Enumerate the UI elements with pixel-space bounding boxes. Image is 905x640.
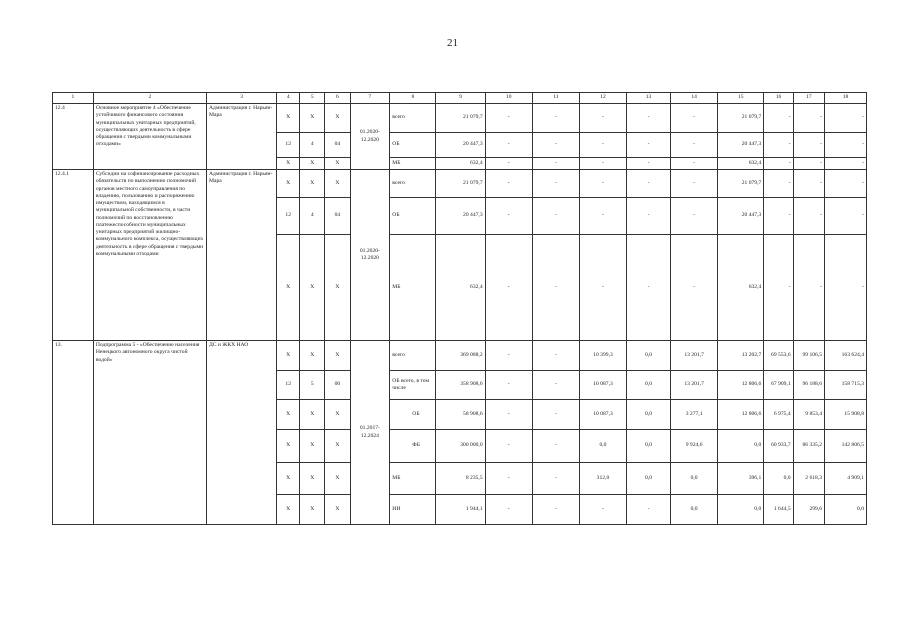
value-cell: - bbox=[825, 158, 867, 170]
value-cell: - bbox=[485, 170, 532, 198]
column-number: 16 bbox=[764, 93, 793, 104]
code-cell: Х bbox=[325, 463, 350, 495]
value-cell: 9 924,6 bbox=[671, 430, 718, 463]
value-cell: - bbox=[532, 170, 579, 198]
value-cell: - bbox=[764, 198, 793, 235]
period-cell: 01.2020-12.2020 bbox=[350, 104, 390, 170]
value-cell: - bbox=[764, 158, 793, 170]
code-cell: Х bbox=[277, 430, 300, 463]
value-cell: - bbox=[485, 430, 532, 463]
value-cell: 0,0 bbox=[579, 430, 626, 463]
item-number-cell: 13. bbox=[53, 341, 94, 525]
code-cell: Х bbox=[277, 341, 300, 371]
value-cell: - bbox=[627, 170, 671, 198]
item-name-cell: Основное мероприятие 4 «Обеспечение устойчивого финансового состояния муниципальных унитарных предприятий, осуществляющих деятельность в сфере обращения с твердыми коммунальными отходами» bbox=[93, 104, 206, 170]
table-row bbox=[53, 104, 867, 133]
value-cell: 58 908,6 bbox=[436, 400, 485, 430]
value-cell: - bbox=[532, 198, 579, 235]
value-cell: 2 618,3 bbox=[793, 463, 824, 495]
value-cell: - bbox=[485, 158, 532, 170]
value-cell: 21 079,7 bbox=[718, 104, 764, 133]
code-cell: Х bbox=[300, 235, 325, 341]
value-cell: 312,0 bbox=[579, 463, 626, 495]
value-cell: 396,1 bbox=[718, 463, 764, 495]
value-cell: 0,0 bbox=[764, 463, 793, 495]
budget-table bbox=[52, 92, 867, 525]
value-cell: 20 447,3 bbox=[718, 133, 764, 158]
item-number-cell: 12.4 bbox=[53, 104, 94, 170]
value-cell: - bbox=[579, 104, 626, 133]
value-cell: - bbox=[764, 235, 793, 341]
source-cell: МБ bbox=[390, 235, 436, 341]
value-cell: - bbox=[579, 133, 626, 158]
value-cell: - bbox=[579, 495, 626, 525]
value-cell: 12 806,6 bbox=[718, 400, 764, 430]
code-cell: Х bbox=[277, 104, 300, 133]
value-cell: 300 000,0 bbox=[436, 430, 485, 463]
value-cell: 21 079,7 bbox=[436, 170, 485, 198]
value-cell: - bbox=[532, 235, 579, 341]
value-cell: - bbox=[485, 495, 532, 525]
value-cell: 632,4 bbox=[436, 235, 485, 341]
value-cell: - bbox=[671, 133, 718, 158]
code-cell: 00 bbox=[325, 371, 350, 400]
source-cell: ФБ bbox=[390, 430, 436, 463]
column-number: 9 bbox=[436, 93, 485, 104]
code-cell: Х bbox=[277, 495, 300, 525]
code-cell: 04 bbox=[325, 133, 350, 158]
table-row bbox=[53, 170, 867, 198]
item-name-cell: Подпрограмма 5 - «Обеспечение населения Ненецкого автономного округа чистой водой» bbox=[93, 341, 206, 525]
value-cell: - bbox=[485, 463, 532, 495]
value-cell: - bbox=[532, 463, 579, 495]
value-cell: 20 447,3 bbox=[718, 198, 764, 235]
value-cell: - bbox=[579, 170, 626, 198]
value-cell: 69 553,6 bbox=[764, 341, 793, 371]
column-number: 5 bbox=[300, 93, 325, 104]
value-cell: - bbox=[532, 495, 579, 525]
value-cell: - bbox=[532, 158, 579, 170]
value-cell: - bbox=[671, 170, 718, 198]
column-number: 7 bbox=[350, 93, 390, 104]
source-cell: ОБ bbox=[390, 133, 436, 158]
value-cell: 163 624,4 bbox=[825, 341, 867, 371]
value-cell: - bbox=[627, 133, 671, 158]
value-cell: 20 447,3 bbox=[436, 198, 485, 235]
code-cell: Х bbox=[300, 400, 325, 430]
value-cell: 96 188,6 bbox=[793, 371, 824, 400]
value-cell: 13 201,7 bbox=[671, 371, 718, 400]
value-cell: 632,4 bbox=[436, 158, 485, 170]
value-cell: - bbox=[485, 400, 532, 430]
executor-cell: Администрация г. Нарьян-Мара bbox=[206, 170, 276, 341]
value-cell: 1 644,5 bbox=[764, 495, 793, 525]
value-cell: - bbox=[764, 170, 793, 198]
value-cell: 142 806,5 bbox=[825, 430, 867, 463]
value-cell: - bbox=[793, 133, 824, 158]
value-cell: 8 235,5 bbox=[436, 463, 485, 495]
value-cell: - bbox=[579, 158, 626, 170]
executor-cell: Администрация г. Нарьян-Мара bbox=[206, 104, 276, 170]
value-cell: - bbox=[764, 104, 793, 133]
source-cell: ИИ bbox=[390, 495, 436, 525]
value-cell: - bbox=[825, 104, 867, 133]
source-cell: всего bbox=[390, 341, 436, 371]
value-cell: 0,0 bbox=[718, 430, 764, 463]
value-cell: - bbox=[671, 198, 718, 235]
value-cell: 0,0 bbox=[627, 400, 671, 430]
column-number: 3 bbox=[206, 93, 276, 104]
value-cell: - bbox=[532, 371, 579, 400]
value-cell: 10 399,3 bbox=[579, 341, 626, 371]
code-cell: Х bbox=[300, 463, 325, 495]
column-number: 15 bbox=[718, 93, 764, 104]
value-cell: - bbox=[793, 198, 824, 235]
value-cell: - bbox=[532, 400, 579, 430]
value-cell: - bbox=[627, 104, 671, 133]
source-cell: МБ bbox=[390, 158, 436, 170]
code-cell: Х bbox=[325, 400, 350, 430]
value-cell: 4 909,1 bbox=[825, 463, 867, 495]
source-cell: всего bbox=[390, 170, 436, 198]
value-cell: - bbox=[825, 133, 867, 158]
value-cell: - bbox=[485, 235, 532, 341]
period-cell: 01.2020-12.2020 bbox=[350, 170, 390, 341]
value-cell: - bbox=[793, 170, 824, 198]
code-cell: 12 bbox=[277, 133, 300, 158]
item-number-cell: 12.4.1 bbox=[53, 170, 94, 341]
value-cell: 0,0 bbox=[718, 495, 764, 525]
code-cell: Х bbox=[300, 158, 325, 170]
code-cell: 5 bbox=[300, 371, 325, 400]
value-cell: - bbox=[793, 158, 824, 170]
code-cell: 4 bbox=[300, 198, 325, 235]
code-cell: Х bbox=[277, 235, 300, 341]
value-cell: - bbox=[627, 495, 671, 525]
source-cell: всего bbox=[390, 104, 436, 133]
value-cell: - bbox=[671, 104, 718, 133]
column-number: 11 bbox=[532, 93, 579, 104]
column-number: 10 bbox=[485, 93, 532, 104]
value-cell: - bbox=[532, 430, 579, 463]
executor-cell: ДС и ЖКХ НАО bbox=[206, 341, 276, 525]
code-cell: Х bbox=[325, 430, 350, 463]
value-cell: - bbox=[793, 104, 824, 133]
value-cell: 10 087,3 bbox=[579, 400, 626, 430]
value-cell: 67 909,1 bbox=[764, 371, 793, 400]
code-cell: Х bbox=[325, 158, 350, 170]
value-cell: - bbox=[485, 198, 532, 235]
value-cell: - bbox=[764, 133, 793, 158]
value-cell: 0,0 bbox=[671, 463, 718, 495]
value-cell: - bbox=[532, 133, 579, 158]
code-cell: 04 bbox=[325, 198, 350, 235]
column-number: 14 bbox=[671, 93, 718, 104]
value-cell: 86 335,2 bbox=[793, 430, 824, 463]
code-cell: Х bbox=[325, 341, 350, 371]
column-number: 8 bbox=[390, 93, 436, 104]
value-cell: 13 201,7 bbox=[671, 341, 718, 371]
page-number: 21 bbox=[447, 37, 458, 49]
code-cell: Х bbox=[325, 104, 350, 133]
column-number: 12 bbox=[579, 93, 626, 104]
value-cell: 10 087,3 bbox=[579, 371, 626, 400]
code-cell: Х bbox=[325, 170, 350, 198]
value-cell: 15 908,8 bbox=[825, 400, 867, 430]
value-cell: 12 806,6 bbox=[718, 371, 764, 400]
value-cell: - bbox=[825, 170, 867, 198]
value-cell: 0,0 bbox=[627, 430, 671, 463]
value-cell: - bbox=[671, 235, 718, 341]
value-cell: 9 853,4 bbox=[793, 400, 824, 430]
code-cell: Х bbox=[300, 341, 325, 371]
value-cell: 369 088,2 bbox=[436, 341, 485, 371]
table-row bbox=[53, 341, 867, 371]
value-cell: 6 975,4 bbox=[764, 400, 793, 430]
column-number: 4 bbox=[277, 93, 300, 104]
code-cell: Х bbox=[300, 430, 325, 463]
code-cell: Х bbox=[277, 400, 300, 430]
source-cell: ОБ всего, в том числе bbox=[390, 371, 436, 400]
value-cell: 0,0 bbox=[627, 371, 671, 400]
value-cell: 1 944,1 bbox=[436, 495, 485, 525]
code-cell: Х bbox=[325, 235, 350, 341]
value-cell: - bbox=[627, 158, 671, 170]
value-cell: 358 908,6 bbox=[436, 371, 485, 400]
source-cell: МБ bbox=[390, 463, 436, 495]
value-cell: 0,0 bbox=[627, 463, 671, 495]
column-number: 6 bbox=[325, 93, 350, 104]
value-cell: - bbox=[532, 341, 579, 371]
item-name-cell: Субсидии на софинансирование расходных обязательств по выполнению полномочий органов местного самоуправления по владению, пользованию и распоряжению имуществом, находящимся в муниципальной собственности, в части полномочий по восстановлению платежеспособности муниципальных унитарных предприятий жилищно-коммунального комплекса, осуществляющих деятельность в сфере обращения с твердыми коммунальными отходами bbox=[93, 170, 206, 341]
code-cell: Х bbox=[277, 463, 300, 495]
code-cell: Х bbox=[300, 170, 325, 198]
value-cell: 3 277,1 bbox=[671, 400, 718, 430]
column-number: 17 bbox=[793, 93, 824, 104]
code-cell: Х bbox=[277, 158, 300, 170]
value-cell: - bbox=[671, 158, 718, 170]
value-cell: 0,0 bbox=[627, 341, 671, 371]
column-number: 13 bbox=[627, 93, 671, 104]
value-cell: 632,4 bbox=[718, 158, 764, 170]
value-cell: - bbox=[485, 371, 532, 400]
period-cell: 01.2017-12.2024 bbox=[350, 341, 390, 525]
value-cell: 99 106,5 bbox=[793, 341, 824, 371]
value-cell: - bbox=[485, 104, 532, 133]
value-cell: 632,4 bbox=[718, 235, 764, 341]
code-cell: Х bbox=[325, 495, 350, 525]
code-cell: 12 bbox=[277, 371, 300, 400]
value-cell: - bbox=[532, 104, 579, 133]
value-cell: - bbox=[579, 235, 626, 341]
code-cell: 4 bbox=[300, 133, 325, 158]
value-cell: - bbox=[627, 235, 671, 341]
value-cell: 20 447,3 bbox=[436, 133, 485, 158]
value-cell: - bbox=[825, 235, 867, 341]
value-cell: - bbox=[485, 341, 532, 371]
value-cell: - bbox=[627, 198, 671, 235]
value-cell: - bbox=[485, 133, 532, 158]
value-cell: 0,0 bbox=[671, 495, 718, 525]
value-cell: 158 715,3 bbox=[825, 371, 867, 400]
value-cell: 60 933,7 bbox=[764, 430, 793, 463]
column-number: 2 bbox=[93, 93, 206, 104]
value-cell: 21 079,7 bbox=[718, 170, 764, 198]
value-cell: - bbox=[579, 198, 626, 235]
column-number: 1 bbox=[53, 93, 94, 104]
value-cell: - bbox=[825, 198, 867, 235]
code-cell: Х bbox=[300, 495, 325, 525]
code-cell: Х bbox=[300, 104, 325, 133]
code-cell: 12 bbox=[277, 198, 300, 235]
value-cell: 13 202,7 bbox=[718, 341, 764, 371]
code-cell: Х bbox=[277, 170, 300, 198]
value-cell: 0,0 bbox=[825, 495, 867, 525]
column-number: 18 bbox=[825, 93, 867, 104]
value-cell: - bbox=[793, 235, 824, 341]
source-cell: ОБ bbox=[390, 400, 436, 430]
header-row bbox=[53, 93, 867, 104]
value-cell: 21 079,7 bbox=[436, 104, 485, 133]
value-cell: 299,6 bbox=[793, 495, 824, 525]
source-cell: ОБ bbox=[390, 198, 436, 235]
